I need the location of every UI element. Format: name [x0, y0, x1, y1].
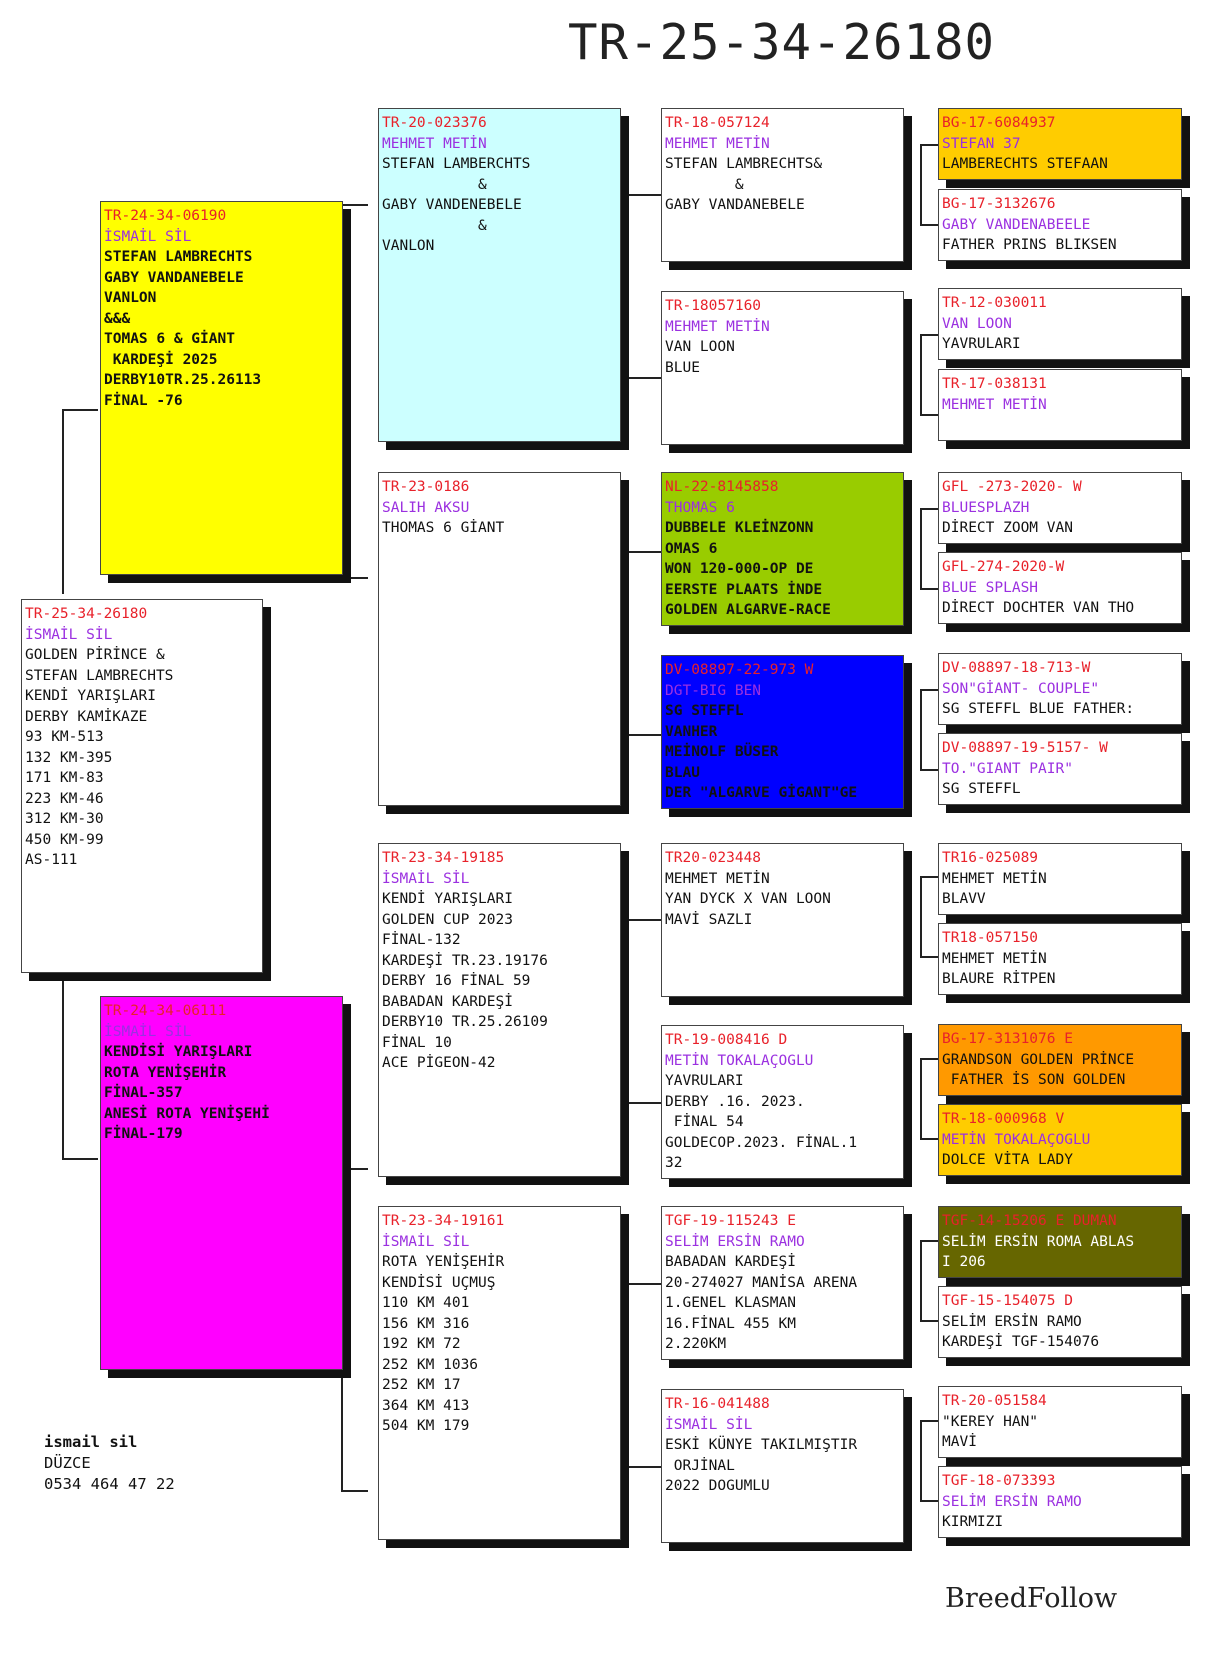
ring-number: TGF-15-154075 D: [942, 1293, 1073, 1309]
sire-sire-card[interactable]: [378, 108, 621, 442]
info-line: 2022 DOGUMLU: [665, 1478, 770, 1494]
info-line: KARDEŞİ TR.23.19176: [382, 952, 548, 969]
ring-number: TR-23-34-19161: [382, 1213, 505, 1229]
g4-card-16[interactable]: [938, 1466, 1182, 1538]
info-line: STEFAN LAMBRECHTS&: [665, 156, 823, 172]
info-line: SG STEFFL BLUE FATHER:: [942, 701, 1135, 717]
info-line: 504 KM 179: [382, 1418, 470, 1434]
owner-name: İSMAİL SİL: [665, 1416, 753, 1433]
dam-dam-card[interactable]: [378, 1206, 621, 1540]
owner-name: BLUE SPLASH: [942, 579, 1039, 596]
owner-name: SALIH AKSU: [382, 499, 470, 516]
dam-sire-card[interactable]: [378, 843, 621, 1177]
ring-number: TR16-025089: [942, 850, 1039, 866]
owner-name: THOMAS 6: [665, 499, 735, 516]
info-line: 223 KM-46: [25, 790, 104, 807]
info-line: DOLCE VİTA LADY: [942, 1152, 1073, 1168]
ring-number: TR-24-34-06111: [104, 1003, 227, 1019]
ring-number: DV-08897-18-713-W: [942, 660, 1091, 676]
info-line: FİNAL -76: [104, 392, 183, 409]
info-line: VANLON: [382, 238, 435, 254]
info-line: FİNAL-357: [104, 1085, 183, 1101]
info-line: VAN LOON: [665, 339, 735, 355]
breeder-city: DÜZCE: [44, 1454, 91, 1472]
g4-card-9[interactable]: [938, 843, 1182, 915]
info-line: &: [382, 217, 487, 234]
owner-name: MEHMET METİN: [665, 318, 770, 335]
info-line: MEHMET METİN: [665, 870, 770, 887]
sds-card[interactable]: [661, 472, 904, 626]
info-line: DİRECT ZOOM VAN: [942, 520, 1073, 536]
info-line: DERBY KAMİKAZE: [25, 708, 148, 725]
owner-name: MEHMET METİN: [665, 135, 770, 152]
ring-number: TR-20-051584: [942, 1393, 1047, 1409]
g4-card-2[interactable]: [938, 189, 1182, 261]
info-line: YAVRULARI: [942, 336, 1021, 352]
owner-name: İSMAİL SİL: [25, 626, 113, 643]
owner-name: VAN LOON: [942, 315, 1012, 332]
owner-name: SON"GİANT- COUPLE": [942, 680, 1100, 697]
owner-name: İSMAİL SİL: [382, 870, 470, 887]
info-line: 20-274027 MANİSA ARENA: [665, 1274, 858, 1291]
ring-number: TR18-057150: [942, 930, 1039, 946]
info-line: SELİM ERSİN RAMO: [942, 1313, 1082, 1330]
ring-number: TR-18057160: [665, 298, 762, 314]
info-line: 93 KM-513: [25, 729, 104, 745]
info-line: 312 KM-30: [25, 811, 104, 827]
owner-name: SELİM ERSİN RAMO: [942, 1493, 1082, 1510]
info-line: 252 KM 1036: [382, 1356, 479, 1373]
ring-number: TR20-023448: [665, 850, 762, 866]
info-line: 192 KM 72: [382, 1336, 461, 1352]
ssd-card[interactable]: [661, 291, 904, 445]
sire-card[interactable]: [100, 201, 343, 575]
info-line: 16.FİNAL 455 KM: [665, 1315, 796, 1332]
info-line: &: [665, 176, 744, 193]
owner-name: DGT-BIG BEN: [665, 682, 762, 699]
owner-name: SELİM ERSİN RAMO: [665, 1233, 805, 1250]
info-line: LAMBERECHTS STEFAAN: [942, 156, 1108, 172]
pedigree-title: TR-25-34-26180: [568, 14, 996, 71]
info-line: STEFAN LAMBERCHTS: [382, 156, 531, 172]
ring-number: TR-24-34-06190: [104, 208, 227, 224]
ring-number: TGF-14-15206 E DUMAN: [942, 1213, 1117, 1229]
info-line: GABY VANDANEBELE: [104, 269, 244, 286]
info-line: FİNAL-179: [104, 1126, 183, 1142]
info-line: GOLDEN ALGARVE-RACE: [665, 602, 831, 618]
info-line: YAVRULARI: [665, 1073, 744, 1089]
dam-card[interactable]: [100, 996, 343, 1370]
g4-card-13[interactable]: [938, 1206, 1182, 1278]
info-line: VANLON: [104, 290, 157, 306]
info-line: KARDEŞİ 2025: [104, 351, 218, 368]
ring-number: TR-23-34-19185: [382, 850, 505, 866]
g4-card-11[interactable]: [938, 1024, 1182, 1096]
info-line: "KEREY HAN": [942, 1413, 1039, 1430]
g4-card-4[interactable]: [938, 369, 1182, 441]
info-line: YAN DYCK X VAN LOON: [665, 891, 831, 907]
g4-card-5[interactable]: [938, 472, 1182, 544]
ring-number: NL-22-8145858: [665, 479, 779, 495]
owner-name: BLUESPLAZH: [942, 499, 1030, 516]
ring-number: BG-17-3131076 E: [942, 1031, 1073, 1047]
info-line: MEHMET METİN: [942, 870, 1047, 887]
info-line: DERBY10 TR.25.26109: [382, 1014, 548, 1030]
info-line: FATHER PRINS BLIKSEN: [942, 237, 1117, 253]
info-line: ORJİNAL: [665, 1457, 735, 1474]
info-line: 171 KM-83: [25, 770, 104, 786]
info-line: 32: [665, 1155, 683, 1171]
owner-name: GABY VANDENABEELE: [942, 216, 1091, 233]
info-line: KENDİSİ YARIŞLARI: [104, 1044, 253, 1060]
info-line: GABY VANDANEBELE: [665, 197, 805, 213]
info-line: KIRMIZI: [942, 1514, 1004, 1530]
ring-number: GFL-274-2020-W: [942, 559, 1065, 575]
info-line: DUBBELE KLEİNZONN: [665, 520, 814, 536]
owner-name: MEHMET METİN: [942, 396, 1047, 413]
ring-number: DV-08897-19-5157- W: [942, 740, 1108, 756]
info-line: BABADAN KARDEŞİ: [665, 1254, 796, 1270]
ring-number: TR-18-057124: [665, 115, 770, 131]
info-line: &: [382, 176, 487, 193]
owner-name: İSMAİL SİL: [104, 1023, 192, 1040]
info-line: MEİNOLF BÜSER: [665, 744, 779, 760]
info-line: ESKİ KÜNYE TAKILMIŞTIR: [665, 1437, 858, 1453]
info-line: FİNAL 10: [382, 1034, 452, 1051]
g4-card-12[interactable]: [938, 1104, 1182, 1176]
g4-card-3[interactable]: [938, 288, 1182, 360]
owner-name: İSMAİL SİL: [382, 1233, 470, 1250]
info-line: ANESİ ROTA YENİŞEHİ: [104, 1105, 270, 1122]
owner-name: METİN TOKALAÇOGLU: [665, 1052, 814, 1069]
g4-card-14[interactable]: [938, 1286, 1182, 1358]
info-line: 132 KM-395: [25, 749, 113, 766]
ring-number: TR-25-34-26180: [25, 606, 148, 622]
info-line: ROTA YENİŞEHİR: [382, 1254, 505, 1270]
ring-number: TR-16-041488: [665, 1396, 770, 1412]
info-line: 364 KM 413: [382, 1397, 470, 1414]
info-line: VANHER: [665, 723, 718, 740]
info-line: DİRECT DOCHTER VAN THO: [942, 600, 1135, 616]
ring-number: BG-17-3132676: [942, 196, 1056, 212]
info-line: GOLDEN CUP 2023: [382, 911, 513, 928]
g4-card-1[interactable]: [938, 108, 1182, 180]
breeder-phone: 0534 464 47 22: [44, 1475, 175, 1493]
ring-number: TR-20-023376: [382, 115, 487, 131]
info-line: BLAU: [665, 764, 700, 781]
info-line: FİNAL 54: [665, 1114, 744, 1130]
info-line: KENDİ YARIŞLARI: [25, 688, 156, 704]
sdd-card[interactable]: [661, 655, 904, 809]
info-line: 252 KM 17: [382, 1377, 461, 1393]
g4-card-10[interactable]: [938, 923, 1182, 995]
info-line: GOLDECOP.2023. FİNAL.1: [665, 1134, 858, 1151]
dds-card[interactable]: [661, 1206, 904, 1360]
subject-pigeon-card[interactable]: [21, 599, 263, 973]
info-line: DERBY .16. 2023.: [665, 1093, 805, 1110]
info-line: THOMAS 6 GİANT: [382, 520, 505, 536]
info-line: KENDİSİ UÇMUŞ: [382, 1274, 496, 1291]
info-line: I 206: [942, 1254, 986, 1270]
info-line: GRANDSON GOLDEN PRİNCE: [942, 1051, 1135, 1068]
ring-number: TGF-19-115243 E: [665, 1213, 796, 1229]
info-line: WON 120-000-OP DE: [665, 561, 814, 577]
ring-number: TR-18-000968 V: [942, 1111, 1065, 1127]
info-line: DERBY10TR.25.26113: [104, 372, 262, 388]
info-line: BLAURE RİTPEN: [942, 971, 1056, 987]
info-line: OMAS 6: [665, 540, 718, 557]
info-line: DERBY 16 FİNAL 59: [382, 973, 531, 989]
info-line: DER "ALGARVE GİGANT"GE: [665, 785, 858, 801]
ddd-card[interactable]: [661, 1389, 904, 1543]
ring-number: DV-08897-22-973 W: [665, 662, 814, 678]
info-line: MEHMET METİN: [942, 950, 1047, 967]
ring-number: GFL -273-2020- W: [942, 479, 1082, 495]
owner-name: METİN TOKALAÇOGLU: [942, 1131, 1091, 1148]
sire-dam-card[interactable]: [378, 472, 621, 806]
info-line: GABY VANDENEBELE: [382, 197, 522, 213]
owner-name: TO."GIANT PAIR": [942, 760, 1073, 777]
dsd-card[interactable]: [661, 1025, 904, 1179]
breeder-name: ismail sil: [44, 1433, 138, 1451]
info-line: KENDİ YARIŞLARI: [382, 891, 513, 907]
info-line: 450 KM-99: [25, 831, 104, 848]
info-line: 156 KM 316: [382, 1315, 470, 1332]
info-line: AS-111: [25, 852, 78, 868]
g4-card-6[interactable]: [938, 552, 1182, 624]
ring-number: BG-17-6084937: [942, 115, 1056, 131]
info-line: BABADAN KARDEŞİ: [382, 993, 513, 1010]
info-line: STEFAN LAMBRECHTS: [25, 667, 174, 684]
info-line: KARDEŞİ TGF-154076: [942, 1334, 1100, 1350]
info-line: &&&: [104, 310, 131, 327]
sss-card[interactable]: [661, 108, 904, 262]
info-line: SG STEFFL: [665, 703, 744, 719]
info-line: BLAVV: [942, 891, 986, 907]
info-line: EERSTE PLAATS İNDE: [665, 581, 823, 598]
info-line: BLUE: [665, 359, 700, 376]
info-line: FİNAL-132: [382, 932, 461, 948]
info-line: FATHER İS SON GOLDEN: [942, 1072, 1126, 1088]
info-line: 2.220KM: [665, 1336, 727, 1352]
info-line: SELİM ERSİN ROMA ABLAS: [942, 1233, 1135, 1250]
owner-name: MEHMET METİN: [382, 135, 487, 152]
info-line: MAVİ: [942, 1434, 977, 1450]
info-line: SG STEFFL: [942, 781, 1021, 797]
ring-number: TR-23-0186: [382, 479, 470, 495]
info-line: ACE PİGEON-42: [382, 1055, 496, 1071]
owner-name: STEFAN 37: [942, 135, 1021, 152]
dss-card[interactable]: [661, 843, 904, 997]
ring-number: TR-17-038131: [942, 376, 1047, 392]
breeder-contact: [44, 1432, 175, 1495]
info-line: 110 KM 401: [382, 1295, 470, 1311]
g4-card-15[interactable]: [938, 1386, 1182, 1458]
info-line: GOLDEN PİRİNCE &: [25, 647, 165, 663]
g4-card-8[interactable]: [938, 733, 1182, 805]
info-line: 1.GENEL KLASMAN: [665, 1295, 796, 1311]
info-line: STEFAN LAMBRECHTS: [104, 249, 253, 265]
ring-number: TGF-18-073393: [942, 1473, 1056, 1489]
owner-name: İSMAİL SİL: [104, 228, 192, 245]
info-line: ROTA YENİŞEHİR: [104, 1064, 227, 1081]
g4-card-7[interactable]: [938, 653, 1182, 725]
brand-logo-text: BreedFollow: [945, 1583, 1118, 1614]
ring-number: TR-19-008416 D: [665, 1032, 788, 1048]
info-line: MAVİ SAZLI: [665, 911, 753, 928]
ring-number: TR-12-030011: [942, 295, 1047, 311]
info-line: TOMAS 6 & GİANT: [104, 331, 235, 347]
